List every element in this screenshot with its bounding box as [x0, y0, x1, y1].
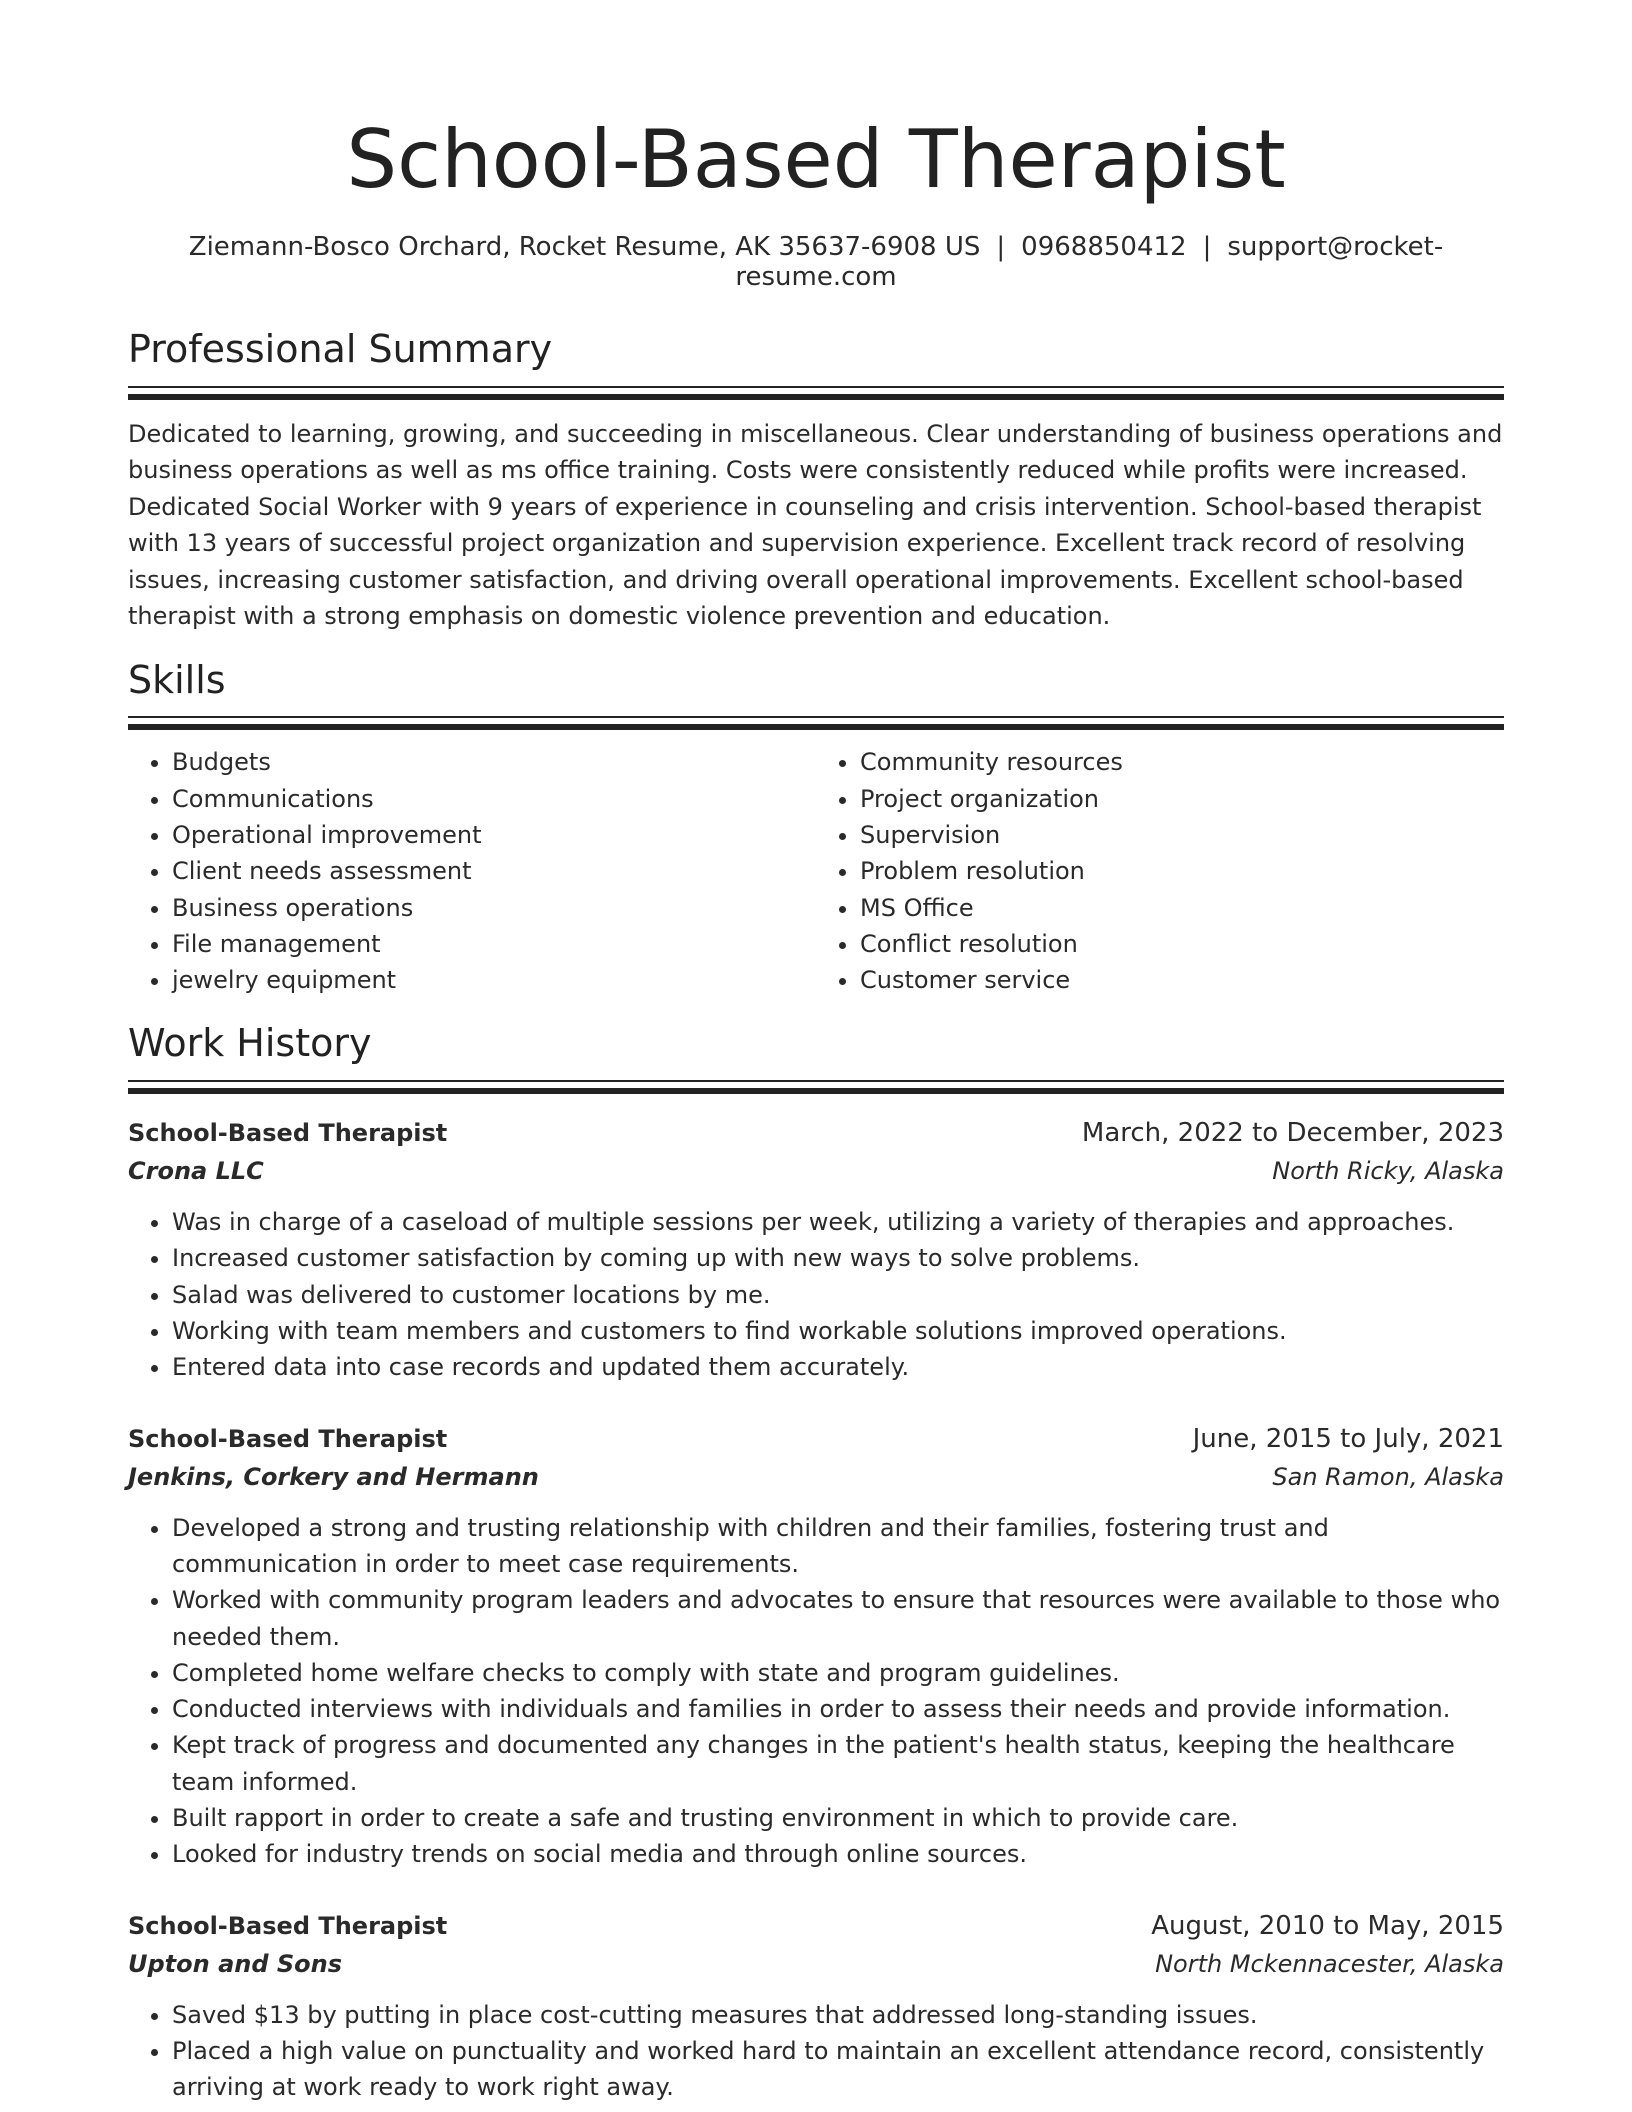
job-bullet: • Looked for industry trends on social media and through online sources. — [172, 1836, 1504, 1872]
resume-name: School-Based Therapist — [346, 113, 1286, 206]
job-bullets — [128, 1204, 1504, 1385]
job-header-row — [128, 1907, 1504, 1945]
job-company-row — [128, 1458, 1504, 1496]
skill-item: • Project organization — [860, 781, 1504, 817]
skill-item: • File management — [172, 926, 816, 962]
skill-item: • Conflict resolution — [860, 926, 1504, 962]
contact-email: support@rocket-resume.com — [735, 232, 1444, 292]
skill-item: • Client needs assessment — [172, 853, 816, 889]
job-title: School-Based Therapist — [128, 1119, 448, 1148]
job-bullets — [128, 1997, 1504, 2106]
job-bullet: • Entered data into case records and updated them accurately. — [172, 1349, 1504, 1385]
job-location: North Ricky, Alaska — [1272, 1157, 1504, 1186]
contact-phone: 0968850412 — [1021, 232, 1187, 262]
summary-heading: Professional Summary — [128, 327, 553, 371]
section-divider — [128, 1080, 1504, 1094]
skill-item: • MS Office — [860, 890, 1504, 926]
skills-heading: Skills — [128, 657, 226, 702]
work-history-heading: Work History — [128, 1021, 372, 1066]
job-company: Jenkins, Corkery and Hermann — [128, 1462, 539, 1491]
contact-line — [128, 232, 1504, 292]
section-divider — [128, 716, 1504, 730]
job-company-row — [128, 1945, 1504, 1983]
skills-left-list — [128, 744, 816, 998]
job-bullet: • Completed home welfare checks to comply with state and program guidelines. — [172, 1655, 1504, 1691]
job-location: North Mckennacester, Alaska — [1155, 1949, 1504, 1978]
summary-text: Dedicated to learning, growing, and succeeding in miscellaneous. Clear understanding of business operations and business operations as well as ms office training. Costs were consistently reduced while profits were increased. Dedicated Social Worker with 9 years of experience in counseling and crisis intervention. School-based therapist with 13 years of successful project organization and supervision experience. Excellent track record of resolving issues, increasing customer satisfaction, and driving overall operational improvements. Excellent school-based therapist with a strong emphasis on domestic violence prevention and education. — [128, 419, 1503, 631]
skill-item: • Problem resolution — [860, 853, 1504, 889]
skill-item: • Budgets — [172, 744, 816, 780]
skill-item: • Supervision — [860, 817, 1504, 853]
job-bullet: • Worked with community program leaders and advocates to ensure that resources were available to those who needed them. — [172, 1582, 1504, 1655]
contact-separator: | — [996, 232, 1006, 262]
job-entry — [128, 1907, 1504, 2106]
job-bullet: • Kept track of progress and documented any changes in the patient's health status, keeping the healthcare team informed. — [172, 1727, 1504, 1800]
skill-item: • jewelry equipment — [172, 962, 816, 998]
skill-item: • Communications — [172, 781, 816, 817]
job-bullet: • Developed a strong and trusting relationship with children and their families, fostering trust and communication in order to meet case requirements. — [172, 1510, 1504, 1583]
job-bullet: • Increased customer satisfaction by coming up with new ways to solve problems. — [172, 1240, 1504, 1276]
contact-address: Ziemann-Bosco Orchard, Rocket Resume, AK 35637-6908 US — [188, 232, 981, 262]
section-divider — [128, 386, 1504, 400]
skill-item: • Customer service — [860, 962, 1504, 998]
job-bullet: • Salad was delivered to customer locations by me. — [172, 1277, 1504, 1313]
job-bullet: • Placed a high value on punctuality and worked hard to maintain an excellent attendance record, consistently arriving at work ready to work right away. — [172, 2033, 1504, 2106]
job-entry — [128, 1114, 1504, 1385]
job-bullet: • Conducted interviews with individuals and families in order to assess their needs and provide information. — [172, 1691, 1504, 1727]
job-header-row — [128, 1114, 1504, 1152]
job-dates: March, 2022 to December, 2023 — [1081, 1118, 1504, 1149]
skills-section — [128, 659, 1504, 999]
job-title: School-Based Therapist — [128, 1424, 448, 1453]
job-dates: June, 2015 to July, 2021 — [1192, 1423, 1504, 1454]
job-entry — [128, 1420, 1504, 1873]
skill-item: • Operational improvement — [172, 817, 816, 853]
job-location: San Ramon, Alaska — [1272, 1462, 1504, 1491]
contact-separator: | — [1202, 232, 1212, 262]
skill-item: • Community resources — [860, 744, 1504, 780]
skills-right-list — [816, 744, 1504, 998]
skills-columns — [128, 744, 1504, 998]
job-company: Crona LLC — [128, 1157, 264, 1186]
job-company-row — [128, 1152, 1504, 1190]
job-header-row — [128, 1420, 1504, 1458]
job-bullet: • Built rapport in order to create a safe and trusting environment in which to provide care. — [172, 1800, 1504, 1836]
job-bullet: • Working with team members and customers to find workable solutions improved operations. — [172, 1313, 1504, 1349]
job-bullets — [128, 1510, 1504, 1873]
job-company: Upton and Sons — [128, 1949, 343, 1978]
skill-item: • Business operations — [172, 890, 816, 926]
summary-section — [128, 328, 1504, 635]
job-dates: August, 2010 to May, 2015 — [1151, 1910, 1504, 1941]
job-bullet: • Saved $13 by putting in place cost-cutting measures that addressed long-standing issues. — [172, 1997, 1504, 2033]
job-title: School-Based Therapist — [128, 1911, 448, 1940]
work-history-section — [128, 1022, 1504, 2105]
job-bullet: • Was in charge of a caseload of multiple sessions per week, utilizing a variety of therapies and approaches. — [172, 1204, 1504, 1240]
